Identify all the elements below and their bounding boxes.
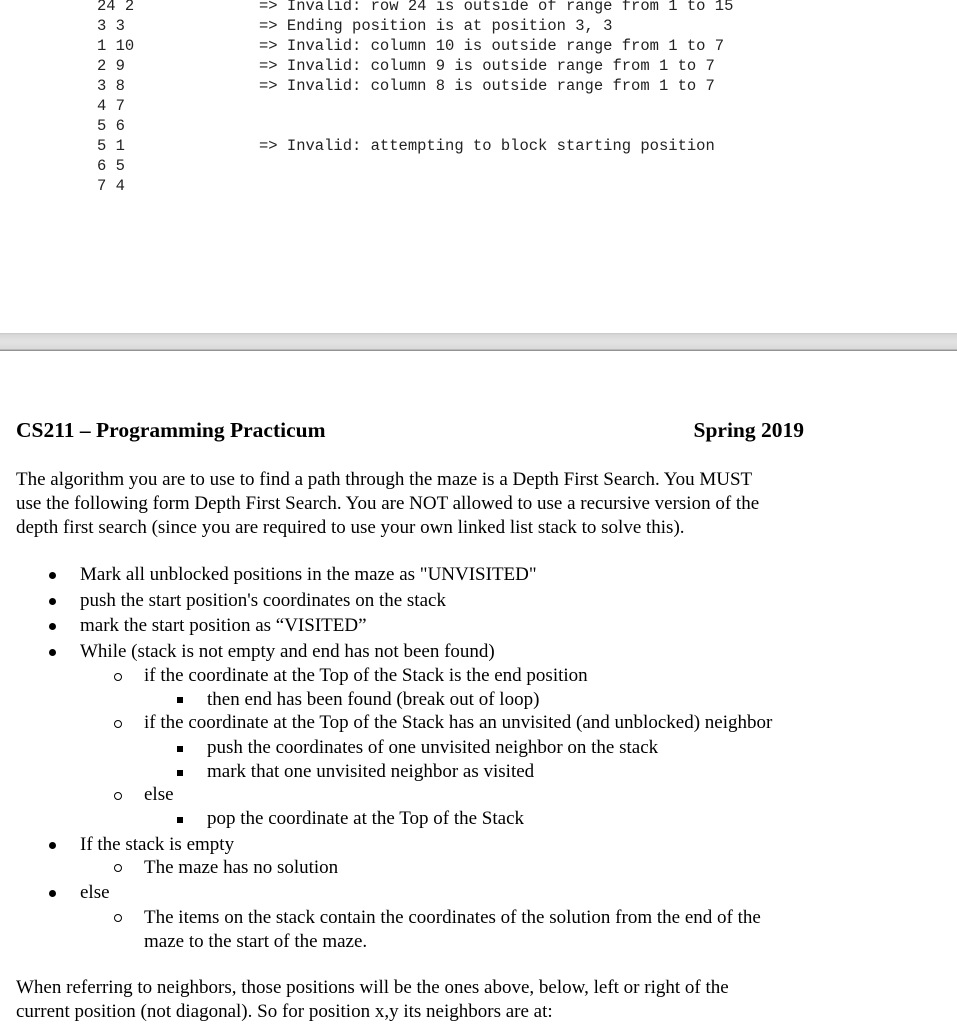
input-line: 4 7: [97, 97, 125, 115]
paragraph-line: When referring to neighbors, those positions will be the ones above, below, left or right of the: [16, 977, 729, 998]
message-column: [259, 0, 859, 156]
output-message: => Invalid: column 8 is outside range from 1 to 7: [259, 77, 715, 95]
bullet-circle-icon: [114, 673, 122, 681]
course-title: CS211 – Programming Practicum: [16, 418, 326, 442]
document-page: [0, 351, 957, 1024]
list-item: else: [80, 882, 110, 903]
list-item: Mark all unblocked positions in the maze as "UNVISITED": [80, 564, 537, 585]
bullet-circle-icon: [114, 864, 122, 872]
output-message: => Invalid: attempting to block starting position: [259, 137, 715, 155]
program-output-page: [0, 0, 957, 333]
output-message: => Invalid: row 24 is outside of range from 1 to 15: [259, 0, 734, 15]
list-item: The items on the stack contain the coordinates of the solution from the end of the: [144, 907, 761, 928]
output-message: => Ending position is at position 3, 3: [259, 17, 613, 35]
list-item: mark that one unvisited neighbor as visited: [207, 761, 535, 782]
output-message: => Invalid: column 9 is outside range from 1 to 7: [259, 57, 715, 75]
term-label: Spring 2019: [693, 418, 804, 442]
paragraph-line: use the following form Depth First Search. You are NOT allowed to use a recursive version of the: [16, 493, 760, 514]
page-separator: [0, 333, 957, 351]
bullet-circle-icon: [114, 792, 122, 800]
input-line: 7 4: [97, 177, 125, 195]
input-line: 2 9: [97, 57, 125, 75]
bullet-disc-icon: [49, 842, 56, 849]
bullet-disc-icon: [49, 623, 56, 630]
input-column: [97, 0, 157, 236]
list-item: The maze has no solution: [144, 857, 339, 878]
input-line: 1 10: [97, 37, 135, 55]
bullet-square-icon: [177, 697, 183, 703]
bullet-square-icon: [177, 746, 183, 752]
list-item: If the stack is empty: [80, 834, 235, 855]
input-line: 5 1: [97, 137, 125, 155]
list-item: push the coordinates of one unvisited neighbor on the stack: [207, 737, 659, 758]
bullet-square-icon: [177, 770, 183, 776]
paragraph-line: The algorithm you are to use to find a path through the maze is a Depth First Search. You MUST: [16, 469, 753, 490]
input-line: 3 3: [97, 17, 125, 35]
bullet-disc-icon: [49, 890, 56, 897]
list-item: While (stack is not empty and end has not been found): [80, 641, 495, 662]
bullet-disc-icon: [49, 572, 56, 579]
input-line: 5 6: [97, 117, 125, 135]
input-line: 3 8: [97, 77, 125, 95]
bullet-circle-icon: [114, 720, 122, 728]
bullet-disc-icon: [49, 598, 56, 605]
bullet-circle-icon: [114, 914, 122, 922]
list-item: pop the coordinate at the Top of the Stack: [207, 808, 525, 829]
list-item: if the coordinate at the Top of the Stack has an unvisited (and unblocked) neighbor: [144, 712, 773, 733]
bullet-square-icon: [177, 817, 183, 823]
list-item: mark the start position as “VISITED”: [80, 615, 367, 636]
list-item: else: [144, 784, 174, 805]
neighbors-paragraph: [16, 976, 729, 1024]
paragraph-line: current position (not diagonal). So for position x,y its neighbors are at:: [16, 1001, 553, 1022]
list-item-continuation: maze to the start of the maze.: [144, 931, 368, 952]
input-line: 24 2: [97, 0, 135, 15]
output-message: => Invalid: column 10 is outside range from 1 to 7: [259, 37, 725, 55]
list-item: push the start position's coordinates on the stack: [80, 590, 446, 611]
intro-paragraph: [16, 468, 876, 540]
paragraph-line: depth first search (since you are required to use your own linked list stack to solve this).: [16, 517, 685, 538]
bullet-disc-icon: [49, 649, 56, 656]
list-item: if the coordinate at the Top of the Stack is the end position: [144, 665, 588, 686]
list-item: then end has been found (break out of loop): [207, 689, 540, 710]
input-line: 6 5: [97, 157, 125, 175]
